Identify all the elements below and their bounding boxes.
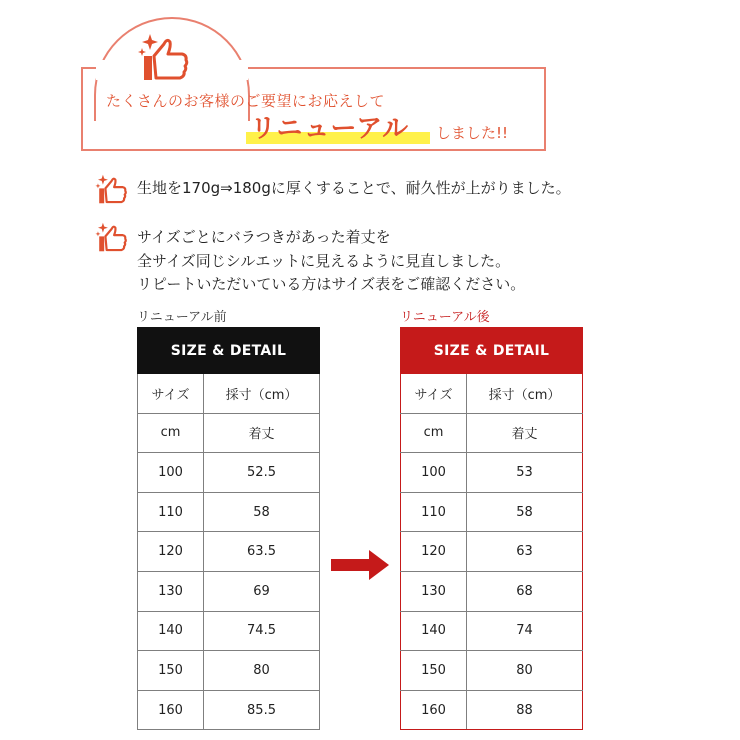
- table-row: [401, 492, 583, 532]
- table-row: [138, 571, 320, 611]
- length-cell: 74.5: [204, 611, 320, 651]
- length-cell: 69: [204, 571, 320, 611]
- length-cell: 88: [467, 690, 583, 730]
- unit-label: cm: [401, 413, 467, 453]
- table-row: [401, 651, 583, 691]
- size-cell: 110: [401, 492, 467, 532]
- thumbs-up-sparkle-icon: [134, 28, 192, 86]
- size-cell: 100: [401, 453, 467, 493]
- table-row: [138, 651, 320, 691]
- length-cell: 74: [467, 611, 583, 651]
- banner-emphasis: リニューアル: [250, 114, 410, 144]
- table-row: [401, 571, 583, 611]
- note-2-line-3: リピートいただいている方はサイズ表をご確認ください。: [137, 275, 526, 293]
- measure-name: 着丈: [204, 413, 320, 453]
- size-cell: 110: [138, 492, 204, 532]
- length-cell: 53: [467, 453, 583, 493]
- table-row: [138, 532, 320, 572]
- length-cell: 52.5: [204, 453, 320, 493]
- length-cell: 68: [467, 571, 583, 611]
- size-cell: 140: [138, 611, 204, 651]
- after-caption: リニューアル後: [400, 310, 490, 325]
- col-measure-label: 採寸（cm）: [204, 374, 320, 414]
- measure-name: 着丈: [467, 413, 583, 453]
- note-1-text: 生地を170g⇒180gに厚くすることで、耐久性が上がりました。: [137, 179, 571, 197]
- table-header: SIZE & DETAIL: [138, 328, 320, 374]
- before-caption: リニューアル前: [137, 310, 227, 325]
- size-table-before: [137, 327, 320, 730]
- size-cell: 130: [138, 571, 204, 611]
- size-cell: 150: [138, 651, 204, 691]
- length-cell: 58: [467, 492, 583, 532]
- col-measure-label: 採寸（cm）: [467, 374, 583, 414]
- right-arrow-icon: [331, 550, 389, 580]
- table-row: [401, 453, 583, 493]
- length-cell: 58: [204, 492, 320, 532]
- thumbs-up-sparkle-icon: [93, 171, 129, 207]
- size-table-after: [400, 327, 583, 730]
- banner-line-1: たくさんのお客様のご要望にお応えして: [106, 92, 386, 110]
- table-row: [138, 492, 320, 532]
- size-cell: 140: [401, 611, 467, 651]
- length-cell: 80: [204, 651, 320, 691]
- thumbs-up-sparkle-icon: [93, 219, 129, 255]
- length-cell: 63.5: [204, 532, 320, 572]
- table-row: [138, 611, 320, 651]
- banner-emphasis-wrap: [250, 108, 409, 145]
- size-cell: 130: [401, 571, 467, 611]
- col-size-label: サイズ: [138, 374, 204, 414]
- table-header: SIZE & DETAIL: [401, 328, 583, 374]
- size-cell: 120: [138, 532, 204, 572]
- table-row: [401, 611, 583, 651]
- size-cell: 100: [138, 453, 204, 493]
- note-2-line-1: サイズごとにバラつきがあった着丈を: [137, 228, 391, 246]
- size-cell: 150: [401, 651, 467, 691]
- size-cell: 160: [401, 690, 467, 730]
- length-cell: 80: [467, 651, 583, 691]
- size-cell: 120: [401, 532, 467, 572]
- col-size-label: サイズ: [401, 374, 467, 414]
- table-row: [401, 690, 583, 730]
- table-row: [138, 690, 320, 730]
- size-cell: 160: [138, 690, 204, 730]
- table-row: [138, 453, 320, 493]
- length-cell: 85.5: [204, 690, 320, 730]
- unit-label: cm: [138, 413, 204, 453]
- length-cell: 63: [467, 532, 583, 572]
- note-2-line-2: 全サイズ同じシルエットに見えるように見直しました。: [137, 252, 511, 270]
- banner-tail: しました!!: [436, 124, 509, 142]
- table-row: [401, 532, 583, 572]
